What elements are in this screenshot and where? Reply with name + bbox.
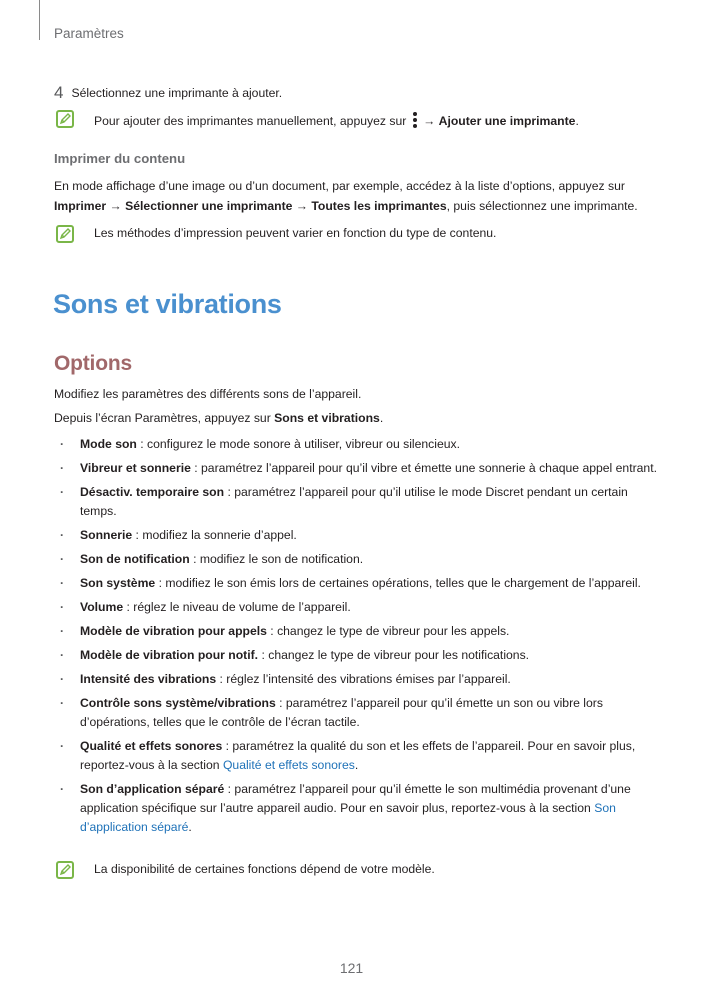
option-term: Son système — [80, 576, 156, 590]
punctuation: . — [575, 114, 579, 128]
step-text: Sélectionnez une imprimante à ajouter. — [71, 86, 283, 100]
option-item — [60, 483, 660, 521]
note-text: La disponibilité de certaines fonctions dépend de votre modèle. — [94, 862, 435, 876]
print-content-paragraph — [54, 176, 654, 216]
para-text: En mode affichage d’une image ou d’un document, par exemple, accédez à la liste d’options, appuyez sur — [54, 179, 625, 193]
note-print-methods — [56, 226, 496, 243]
option-item — [60, 459, 660, 478]
step-number: 4 — [54, 83, 64, 102]
option-description: : paramétrez l’appareil pour qu’il émette le son multimédia provenant d’une application spécifique sur l’autre appareil audio. Pour en savoir plus, reportez-vous à la section — [80, 782, 631, 815]
option-description: : modifiez la sonnerie d’appel. — [132, 528, 297, 542]
path-step-3: Toutes les imprimantes — [311, 199, 447, 213]
option-item — [60, 598, 660, 617]
add-printer-action: Ajouter une imprimante — [438, 114, 576, 128]
intro-text: Depuis l’écran Paramètres, appuyez sur — [54, 411, 275, 425]
note-pencil-icon — [56, 225, 74, 243]
option-description: : modifiez le son émis lors de certaines opérations, telles que le chargement de l’appareil. — [155, 576, 641, 590]
arrow: → — [423, 114, 436, 128]
option-term: Qualité et effets sonores — [80, 739, 223, 753]
option-description: : configurez le mode sonore à utiliser, vibreur ou silencieux. — [136, 437, 461, 451]
header-rule — [39, 0, 40, 40]
intro-2 — [54, 408, 654, 428]
option-item — [60, 550, 660, 569]
arrow: → — [295, 199, 308, 213]
option-item — [60, 574, 660, 593]
option-description: : réglez l’intensité des vibrations émises par l’appareil. — [216, 672, 511, 686]
option-term: Vibreur et sonnerie — [80, 461, 191, 475]
note-text: Pour ajouter des imprimantes manuellement, appuyez sur — [94, 114, 407, 128]
option-term: Volume — [80, 600, 124, 614]
page-number: 121 — [339, 960, 364, 976]
option-item — [60, 622, 660, 641]
note-text: Les méthodes d’impression peuvent varier en fonction du type de contenu. — [94, 226, 497, 240]
menu-path: Sons et vibrations — [274, 411, 380, 425]
option-term: Intensité des vibrations — [80, 672, 217, 686]
option-term: Désactiv. temporaire son — [80, 485, 225, 499]
option-term: Sonnerie — [80, 528, 133, 542]
path-step-2: Sélectionner une imprimante — [125, 199, 293, 213]
intro-1: Modifiez les paramètres des différents sons de l’appareil. — [54, 387, 362, 401]
option-item — [60, 646, 660, 665]
option-term: Contrôle sons système/vibrations — [80, 696, 276, 710]
option-description: : paramétrez l’appareil pour qu’il vibre et émette une sonnerie à chaque appel entrant. — [190, 461, 657, 475]
option-description: : paramétrez l’appareil pour qu’il émette un son ou vibre lors d’opérations, telles que le contrôle de l’écran tactile. — [80, 696, 603, 729]
note-pencil-icon — [56, 861, 74, 879]
options-list — [60, 435, 660, 842]
option-item — [60, 670, 660, 689]
option-item — [60, 694, 660, 732]
punctuation: . — [379, 411, 384, 425]
section-link[interactable]: Son d’application séparé — [80, 801, 616, 834]
more-options-icon — [412, 111, 418, 129]
option-item — [60, 526, 660, 545]
note-add-printer — [56, 111, 579, 129]
option-description: : modifiez le son de notification. — [189, 552, 364, 566]
option-term: Modèle de vibration pour notif. — [80, 648, 259, 662]
option-description: : paramétrez la qualité du son et les effets de l’appareil. Pour en savoir plus, reportez-vous à la section — [80, 739, 636, 772]
option-item — [60, 780, 660, 837]
path-step-1: Imprimer — [54, 199, 107, 213]
section-title: Sons et vibrations — [53, 289, 282, 319]
step-4 — [54, 83, 282, 103]
option-term: Son d’application séparé — [80, 782, 225, 796]
arrow: → — [109, 199, 122, 213]
option-term: Modèle de vibration pour appels — [80, 624, 267, 638]
note-availability — [56, 862, 435, 879]
section-header: Paramètres — [54, 26, 124, 41]
subsection-title: Options — [54, 352, 132, 375]
section-link[interactable]: Qualité et effets sonores — [222, 758, 355, 772]
option-description: : paramétrez l’appareil pour qu’il utilise le mode Discret pendant un certain temps. — [80, 485, 628, 518]
para-tail: , puis sélectionnez une imprimante. — [446, 199, 638, 213]
option-item — [60, 737, 660, 775]
punctuation: . — [188, 820, 192, 834]
option-item — [60, 435, 660, 454]
option-term: Mode son — [80, 437, 137, 451]
note-pencil-icon — [56, 110, 74, 128]
print-content-heading: Imprimer du contenu — [54, 151, 186, 166]
option-description: : changez le type de vibreur pour les notifications. — [258, 648, 530, 662]
punctuation: . — [354, 758, 359, 772]
option-description: : réglez le niveau de volume de l’appareil. — [123, 600, 351, 614]
option-description: : changez le type de vibreur pour les appels. — [266, 624, 510, 638]
option-term: Son de notification — [80, 552, 190, 566]
